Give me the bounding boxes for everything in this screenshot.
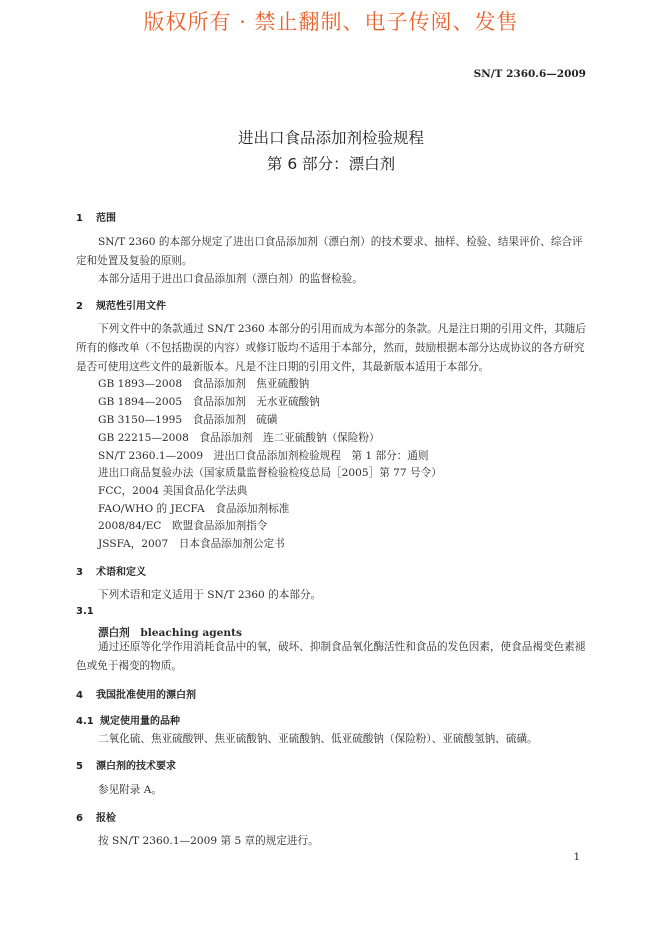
section-4-heading xyxy=(76,686,196,701)
section-3-intro-para: 下列术语和定义适用于 SN/T 2360 的本部分。 xyxy=(98,589,322,601)
section-5-heading xyxy=(76,757,176,772)
section-2-heading xyxy=(76,297,166,312)
section-1-heading xyxy=(76,209,116,224)
reference-item: GB 1894—2005 食品添加剂 无水亚硫酸钠 xyxy=(98,396,320,408)
subsection-4-1-heading xyxy=(76,712,180,727)
reference-item: FAO/WHO 的 JECFA 食品添加剂标准 xyxy=(98,503,290,515)
section-title: 我国批准使用的漂白剂 xyxy=(96,690,196,701)
reference-item: SN/T 2360.1—2009 进出口食品添加剂检验规程 第 1 部分：通则 xyxy=(98,450,429,462)
term-name: 漂白剂 bleaching agents xyxy=(98,627,242,639)
section-number: 6 xyxy=(76,813,83,824)
section-number: 4.1 xyxy=(76,716,94,727)
reference-item: GB 3150—1995 食品添加剂 硫磺 xyxy=(98,414,278,426)
section-1-scope-para: SN/T 2360 的本部分规定了进出口食品添加剂（漂白剂）的技术要求、抽样、检验、结果评价、综合评定和处置及复验的原则。 xyxy=(76,236,583,267)
section-1-applicability-para: 本部分适用于进出口食品添加剂（漂白剂）的监督检验。 xyxy=(98,273,363,285)
reference-item: GB 1893—2008 食品添加剂 焦亚硫酸钠 xyxy=(98,378,310,390)
section-6-heading xyxy=(76,809,116,824)
reference-item: JSSFA，2007 日本食品添加剂公定书 xyxy=(98,538,285,550)
reference-item: 2008/84/EC 欧盟食品添加剂指令 xyxy=(98,520,268,532)
section-title: 漂白剂的技术要求 xyxy=(96,761,176,772)
section-2-intro-para: 下列文件中的条款通过 SN/T 2360 本部分的引用而成为本部分的条款。凡是注日期的引用文件，其随后所有的修改单（不包括勘误的内容）或修订版均不适用于本部分，然而，鼓励根据本部分达成协议的各方研究是否可使用这些文件的最新版本。凡是不注日期的引用文件，其最新版本适用于本部分。 xyxy=(76,323,586,373)
title-line-1: 进出口食品添加剂检验规程 xyxy=(237,129,424,147)
reference-item: GB 22215—2008 食品添加剂 连二亚硫酸钠（保险粉） xyxy=(98,432,380,444)
section-5-para: 参见附录 A。 xyxy=(98,784,162,796)
section-4-bleaching-agents-list: 二氧化硫、焦亚硫酸钾、焦亚硫酸钠、亚硫酸钠、低亚硫酸钠（保险粉）、亚硫酸氢钠、硫磺。 xyxy=(98,733,538,745)
reference-item: FCC，2004 美国食品化学法典 xyxy=(98,485,248,497)
section-number: 1 xyxy=(76,213,83,224)
page-number: 1 xyxy=(573,852,580,863)
section-number: 3 xyxy=(76,567,83,578)
section-3-heading xyxy=(76,563,146,578)
section-title: 规定使用量的品种 xyxy=(100,716,180,727)
document-number: SN/T 2360.6—2009 xyxy=(473,68,586,80)
section-number: 2 xyxy=(76,301,83,312)
term-definition: 通过还原等化学作用消耗食品中的氧，破坏、抑制食品氧化酶活性和食品的发色因素，使食品褐变色素褪色或免于褐变的物质。 xyxy=(76,641,586,672)
section-title: 规范性引用文件 xyxy=(96,301,166,312)
subsection-3-1-number: 3.1 xyxy=(76,606,94,617)
section-number: 5 xyxy=(76,761,83,772)
section-6-para: 按 SN/T 2360.1—2009 第 5 章的规定进行。 xyxy=(98,835,319,847)
watermark: 版权所有 · 禁止翻制、电子传阅、发售 xyxy=(143,10,519,34)
reference-item: 进出口商品复验办法（国家质量监督检验检疫总局［2005］第 77 号令） xyxy=(98,467,442,479)
section-title: 术语和定义 xyxy=(96,567,146,578)
section-title: 报检 xyxy=(96,813,116,824)
section-title: 范围 xyxy=(96,213,116,224)
title-line-2: 第 6 部分：漂白剂 xyxy=(266,155,396,173)
section-number: 4 xyxy=(76,690,83,701)
